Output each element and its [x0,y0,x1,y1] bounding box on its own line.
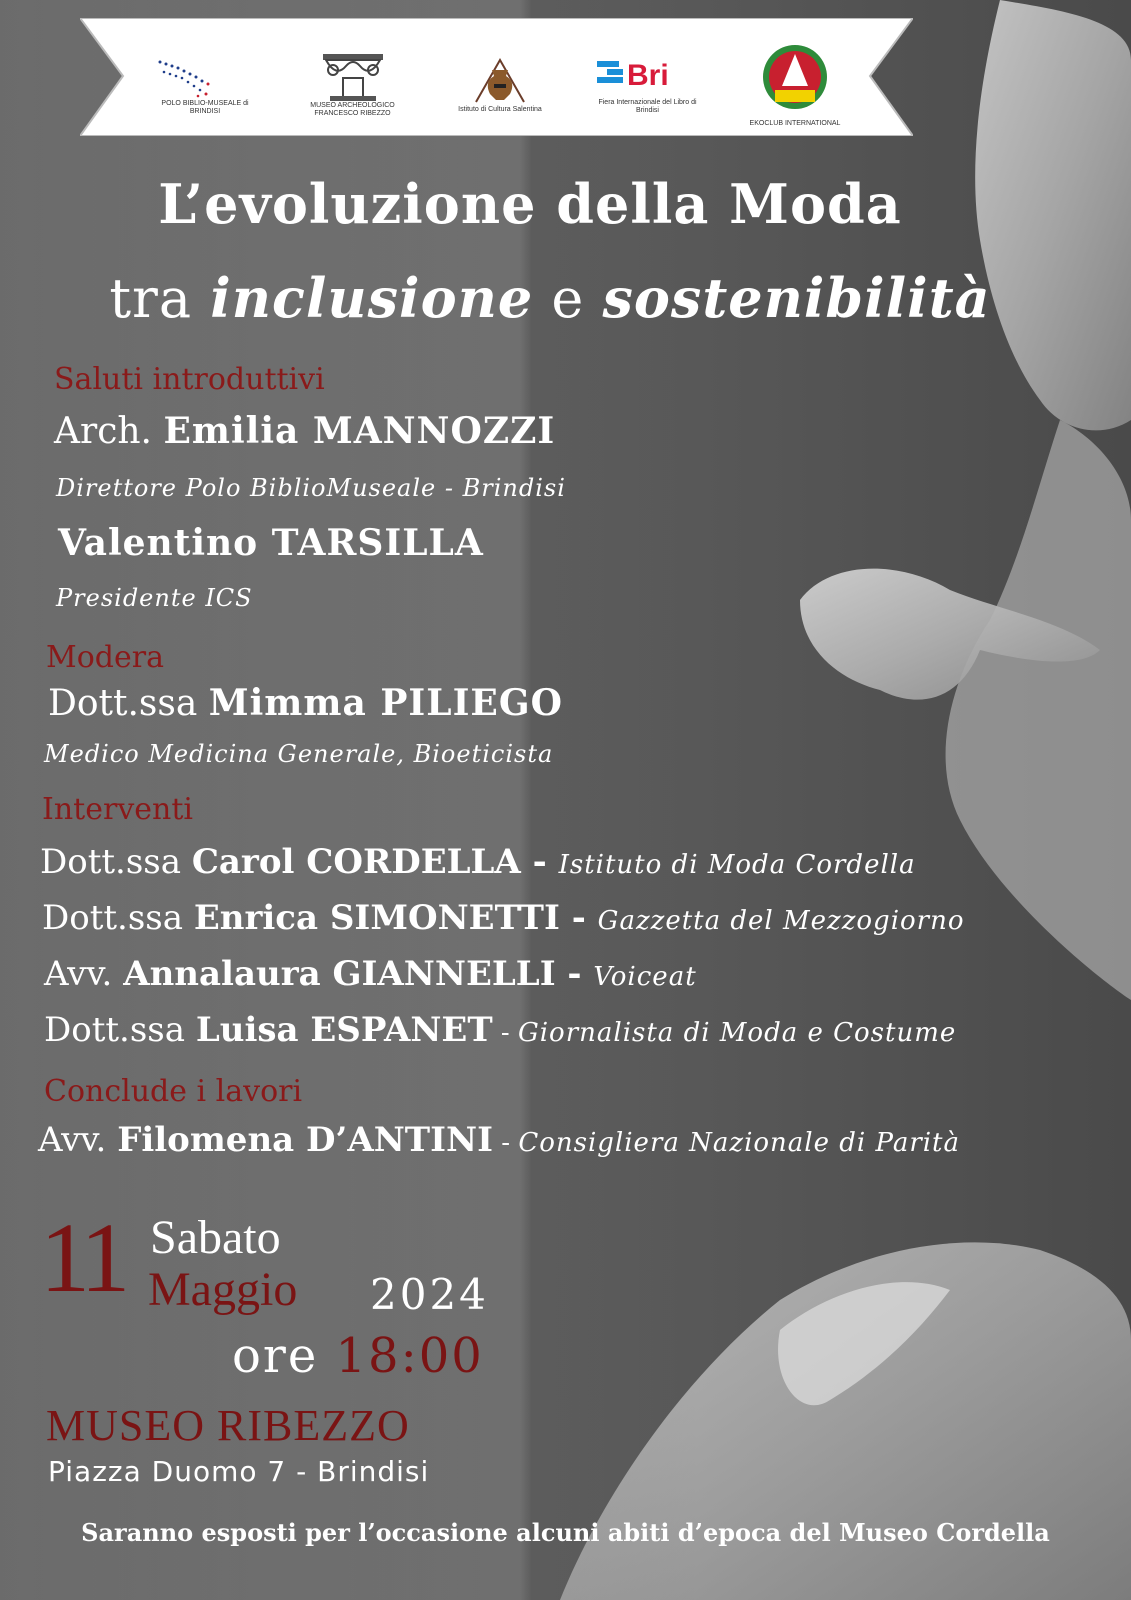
speaker-tarsilla-role: Presidente ICS [56,584,253,612]
title-mid: e [533,267,603,330]
partner-logos [150,40,850,130]
speaker-title: Dott.ssa [40,842,192,882]
separator: - [520,842,559,882]
intervento-simonetti [42,898,965,938]
moderator-piliego [48,682,563,724]
speaker-affiliation: Voiceat [593,962,697,992]
event-time [232,1328,484,1384]
museo-archeologico-logo [298,52,408,118]
logo-caption: Istituto di Cultura Salentina [458,106,542,113]
logo-caption: Fiera Internazionale del Libro di Brindisi [598,99,697,114]
speaker-name: Carol CORDELLA [191,842,521,882]
amphora-icon [470,56,530,106]
event-address: Piazza Duomo 7 - Brindisi [48,1455,430,1488]
fiera-book-icon [593,55,703,99]
speaker-affiliation: Consigliera Nazionale di Parità [518,1128,961,1158]
speaker-name: Mimma PILIEGO [208,682,563,724]
speaker-title: Dott.ssa [48,683,209,724]
intervento-giannelli [44,954,697,994]
speaker-title: Avv. [38,1120,118,1160]
speaker-name: Luisa ESPANET [195,1010,493,1050]
speaker-title: Arch. [54,411,164,452]
separator: - [493,1128,519,1158]
ekoclub-logo [740,42,850,128]
time-value: 18:00 [335,1328,484,1384]
logo-caption: MUSEO ARCHEOLOGICO FRANCESCO RIBEZZO [310,102,395,117]
event-weekday: Sabato [150,1211,281,1264]
fiera-libro-brindisi-logo [593,55,703,115]
speaker-mannozzi-role: Direttore Polo BiblioMuseale - Brindisi [56,474,566,502]
title-sostenibilita: sostenibilità [602,266,991,330]
capital-column-icon [318,52,388,102]
event-year: 2024 [370,1270,489,1319]
speaker-name: Filomena D’ANTINI [117,1120,493,1160]
svg-text:Bri: Bri [626,59,669,92]
speaker-name: Valentino TARSILLA [58,522,484,564]
moderator-role: Medico Medicina Generale, Bioeticista [44,740,554,768]
event-title-line2 [0,266,1100,330]
section-saluti-heading: Saluti introduttivi [54,362,325,397]
speaker-title: Dott.ssa [44,1010,196,1050]
speaker-tarsilla [58,522,484,564]
event-month: Maggio [148,1263,298,1316]
intervento-espanet [44,1010,956,1050]
section-modera-heading: Modera [46,640,164,675]
separator: - [559,898,598,938]
event-venue: MUSEO RIBEZZO [46,1401,410,1450]
footer-note: Saranno esposti per l’occasione alcuni abiti d’epoca del Museo Cordella [81,1518,1050,1547]
logo-caption: EKOCLUB INTERNATIONAL [749,120,841,127]
section-conclude-heading: Conclude i lavori [44,1074,303,1109]
polo-biblio-museale-logo [150,54,260,116]
separator: - [492,1018,518,1048]
polo-dots-icon [150,54,260,100]
separator: - [555,954,594,994]
speaker-affiliation: Gazzetta del Mezzogiorno [597,906,965,936]
title-pre: tra [109,267,211,330]
speaker-name: Annalaura GIANNELLI [123,954,556,994]
time-prefix: ore [232,1328,336,1384]
speaker-title: Dott.ssa [42,898,194,938]
speaker-title: Avv. [44,954,124,994]
speaker-name: Emilia MANNOZZI [163,410,556,452]
conclusion-dantini [38,1120,960,1160]
title-inclusione: inclusione [210,266,534,330]
speaker-name: Enrica SIMONETTI [193,898,560,938]
speaker-mannozzi [54,410,555,452]
event-day: 11 [40,1202,125,1313]
ekoclub-tree-icon [760,42,830,120]
istituto-cultura-salentina-logo [445,56,555,114]
logo-caption: POLO BIBLIO-MUSEALE di BRINDISI [161,100,249,115]
section-interventi-heading: Interventi [42,792,193,827]
speaker-affiliation: Giornalista di Moda e Costume [517,1018,957,1048]
intervento-cordella [40,842,916,882]
event-title-line1: L’evoluzione della Moda [158,172,902,236]
speaker-affiliation: Istituto di Moda Cordella [558,850,916,880]
